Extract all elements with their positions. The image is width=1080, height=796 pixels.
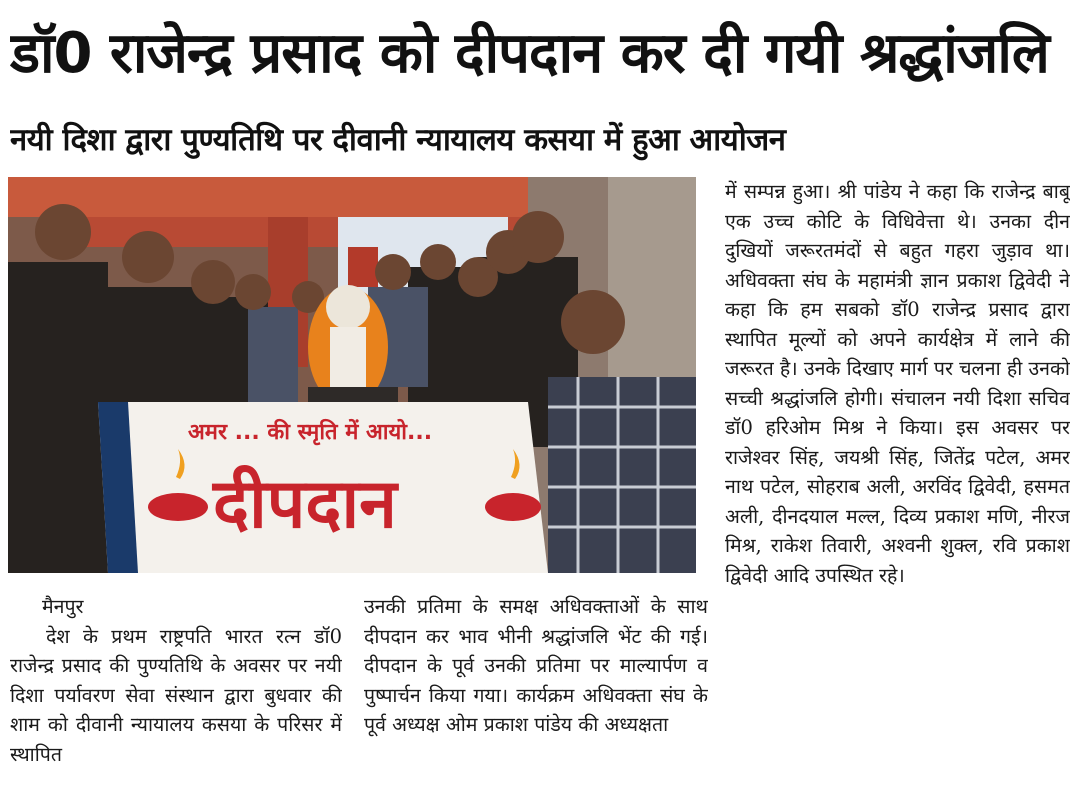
dateline: मैनपुर — [42, 595, 84, 618]
banner-main-text: दीपदान — [213, 465, 397, 544]
article-paragraph-3: में सम्पन्न हुआ। श्री पांडेय ने कहा कि राजेन्द्र बाबू एक उच्च कोटि के विधिवेत्ता थे। उनका दीन दुखियों जरूरतमंदों से बहुत गहरा जुड़ाव था। अधिवक्ता संघ के महामंत्री ज्ञान प्रकाश द्विवेदी ने कहा कि हम सबको डॉ0 राजेन्द्र प्रसाद द्वारा स्थापित मूल्यों को अपने कार्यक्षेत्र में लाने की जरूरत है। उनके दिखाए मार्ग पर चलना ही उनको सच्ची श्रद्धांजलि होगी। संचालन नयी दिशा सचिव डॉ0 हरिओम मिश्र ने किया। इस अवसर पर राजेश्वर सिंह, जयश्री सिंह, जितेंद्र पटेल, अमर नाथ पटेल, सोहराब अली, अरविंद द्विवेदी, हसमत अली, दीनदयाल मल्ल, दिव्य प्रकाश मणि, नीरज मिश्र, राकेश तिवारी, अश्वनी शुक्ल, रवि प्रकाश द्विवेदी आदि उपस्थित रहे। — [725, 180, 1070, 587]
article-column-3 — [725, 177, 1070, 792]
banner-top-text: अमर ... की स्मृति में आयो... — [188, 420, 433, 445]
article-paragraph-1: देश के प्रथम राष्ट्रपति भारत रत्न डॉ0 राजेन्द्र प्रसाद की पुण्यतिथि के अवसर पर नयी दिशा पर्यावरण सेवा संस्थान द्वारा बुधवार की शाम को दीवानी न्यायालय कसया के परिसर में स्थापित — [10, 624, 342, 766]
article-column-1 — [10, 592, 342, 792]
headline: डॉ0 राजेन्द्र प्रसाद को दीपदान कर दी गयी श्रद्धांजलि — [10, 21, 1049, 86]
news-photo — [8, 177, 696, 573]
article-paragraph-2: उनकी प्रतिमा के समक्ष अधिवक्ताओं के साथ दीपदान कर भाव भीनी श्रद्धांजलि भेंट की गई। दीपदान के पूर्व उनकी प्रतिमा पर माल्यार्पण व पुष्पार्चन किया गया। कार्यक्रम अधिवक्ता संघ के पूर्व अध्यक्ष ओम प्रकाश पांडेय की अध्यक्षता — [364, 595, 708, 736]
subheadline: नयी दिशा द्वारा पुण्यतिथि पर दीवानी न्यायालय कसया में हुआ आयोजन — [10, 122, 786, 158]
article-column-2 — [364, 592, 708, 792]
